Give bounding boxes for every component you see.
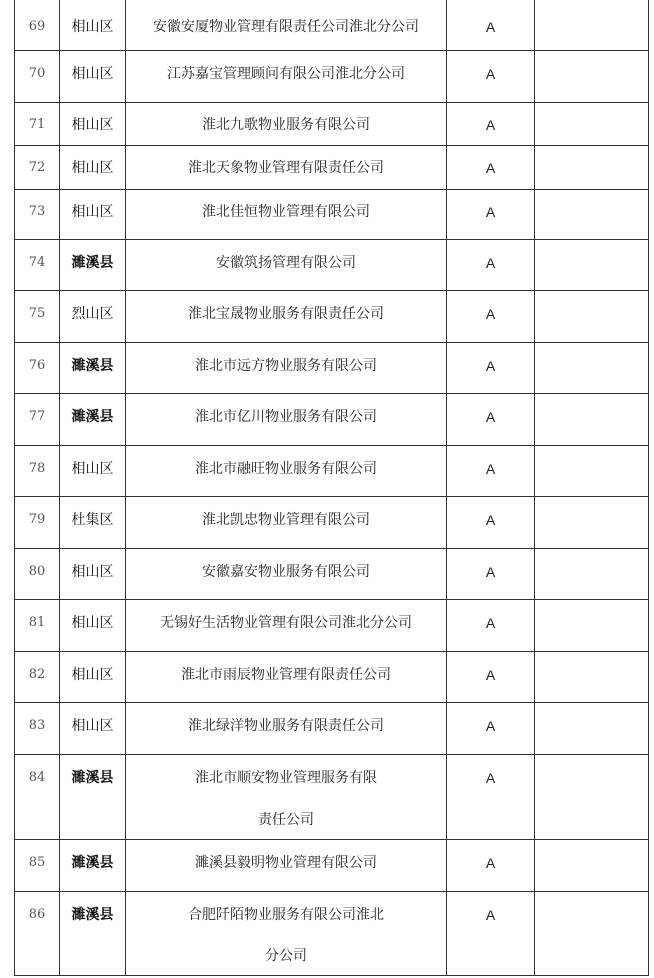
company-name: 安徽嘉安物业服务有限公司 [202,564,370,580]
table-row [15,840,648,892]
grade: A [485,667,496,683]
grade: A [485,306,496,322]
district: 相山区 [71,667,114,683]
company-name: 淮北市融旺物业服务有限公司 [195,461,377,477]
district: 相山区 [71,160,114,176]
grade: A [485,770,496,786]
empty-cell [535,190,648,239]
empty-cell [535,394,648,445]
row-number: 79 [28,512,46,527]
table-row [15,291,648,343]
company-name: 无锡好生活物业管理有限公司淮北分公司 [160,615,412,631]
grade: A [485,66,496,82]
grade: A [485,19,496,35]
district: 相山区 [71,461,114,477]
grade: A [485,512,496,528]
grade: A [485,358,496,374]
company-name-line-2: 责任公司 [258,812,314,828]
company-name: 江苏嘉宝管理顾问有限公司淮北分公司 [167,66,405,82]
company-name: 淮北佳恒物业管理有限公司 [202,204,370,220]
table-row [15,394,648,446]
table-row [15,446,648,497]
empty-cell [535,291,648,342]
grade: A [485,461,496,477]
district: 相山区 [71,718,114,734]
empty-cell [535,497,648,548]
district: 相山区 [71,204,114,220]
empty-cell [535,446,648,496]
company-name: 淮北市亿川物业服务有限公司 [195,409,377,425]
row-number: 78 [28,461,46,476]
row-number: 74 [28,255,46,270]
company-name: 安徽筑扬管理有限公司 [216,255,356,271]
row-number: 81 [28,615,46,630]
company-name: 濉溪县毅明物业管理有限公司 [195,855,377,871]
district: 杜集区 [71,512,114,528]
district: 濉溪县 [71,409,114,425]
company-name: 淮北宝晟物业服务有限责任公司 [188,306,384,322]
table-row [15,240,648,291]
row-number: 69 [28,19,46,34]
table-row [15,51,648,103]
district: 烈山区 [71,306,114,322]
company-name: 安徽安厦物业管理有限责任公司淮北分公司 [153,19,419,35]
empty-cell [535,600,648,651]
company-name: 淮北市远方物业服务有限公司 [195,358,377,374]
grade: A [485,255,496,271]
table-row [15,103,648,146]
company-name: 淮北九歌物业服务有限公司 [202,117,370,133]
grade: A [485,409,496,425]
district: 濉溪县 [71,255,114,271]
table-row [15,0,648,51]
grade: A [485,615,496,631]
row-number: 84 [28,770,46,785]
empty-cell [535,892,648,975]
row-number: 72 [28,160,46,175]
table-row [15,600,648,652]
company-name: 淮北天象物业管理有限责任公司 [188,160,384,176]
grade: A [485,718,496,734]
empty-cell [535,755,648,839]
grade: A [485,855,496,871]
row-number: 80 [28,564,46,579]
empty-cell [535,652,648,702]
row-number: 76 [28,358,46,373]
district: 濉溪县 [71,907,114,923]
company-name-line-2: 分公司 [265,948,307,964]
row-number: 86 [28,907,46,922]
company-name-line-1: 合肥阡陌物业服务有限公司淮北 [188,907,384,923]
row-number: 75 [28,306,46,321]
district: 濉溪县 [71,358,114,374]
company-name: 淮北市雨辰物业管理有限责任公司 [181,667,391,683]
district: 相山区 [71,66,114,82]
empty-cell [535,549,648,599]
table-row [15,497,648,549]
district: 濉溪县 [71,855,114,871]
grade: A [485,564,496,580]
table-row [15,549,648,600]
empty-cell [535,0,648,50]
row-number: 85 [28,855,46,870]
row-number: 71 [28,117,46,132]
table-row [15,652,648,703]
company-rating-table [14,0,649,976]
empty-cell [535,840,648,891]
empty-cell [535,103,648,145]
row-number: 70 [28,66,46,81]
empty-cell [535,240,648,290]
company-name: 淮北凯忠物业管理有限公司 [202,512,370,528]
row-number: 77 [28,409,46,424]
empty-cell [535,51,648,102]
empty-cell [535,146,648,189]
district: 相山区 [71,19,114,35]
district: 相山区 [71,564,114,580]
table-row [15,146,648,190]
company-name: 淮北绿洋物业服务有限责任公司 [188,718,384,734]
empty-cell [535,343,648,393]
district: 濉溪县 [71,770,114,786]
grade: A [485,204,496,220]
grade: A [485,907,496,923]
grade: A [485,117,496,133]
table-row [15,892,648,976]
row-number: 82 [28,667,46,682]
row-number: 73 [28,204,46,219]
grade: A [485,160,496,176]
table-row [15,343,648,394]
row-number: 83 [28,718,46,733]
district: 相山区 [71,615,114,631]
table-row [15,703,648,755]
district: 相山区 [71,117,114,133]
empty-cell [535,703,648,754]
company-name-line-1: 淮北市顺安物业管理服务有限 [195,770,377,786]
table-row [15,190,648,240]
table-row [15,755,648,840]
